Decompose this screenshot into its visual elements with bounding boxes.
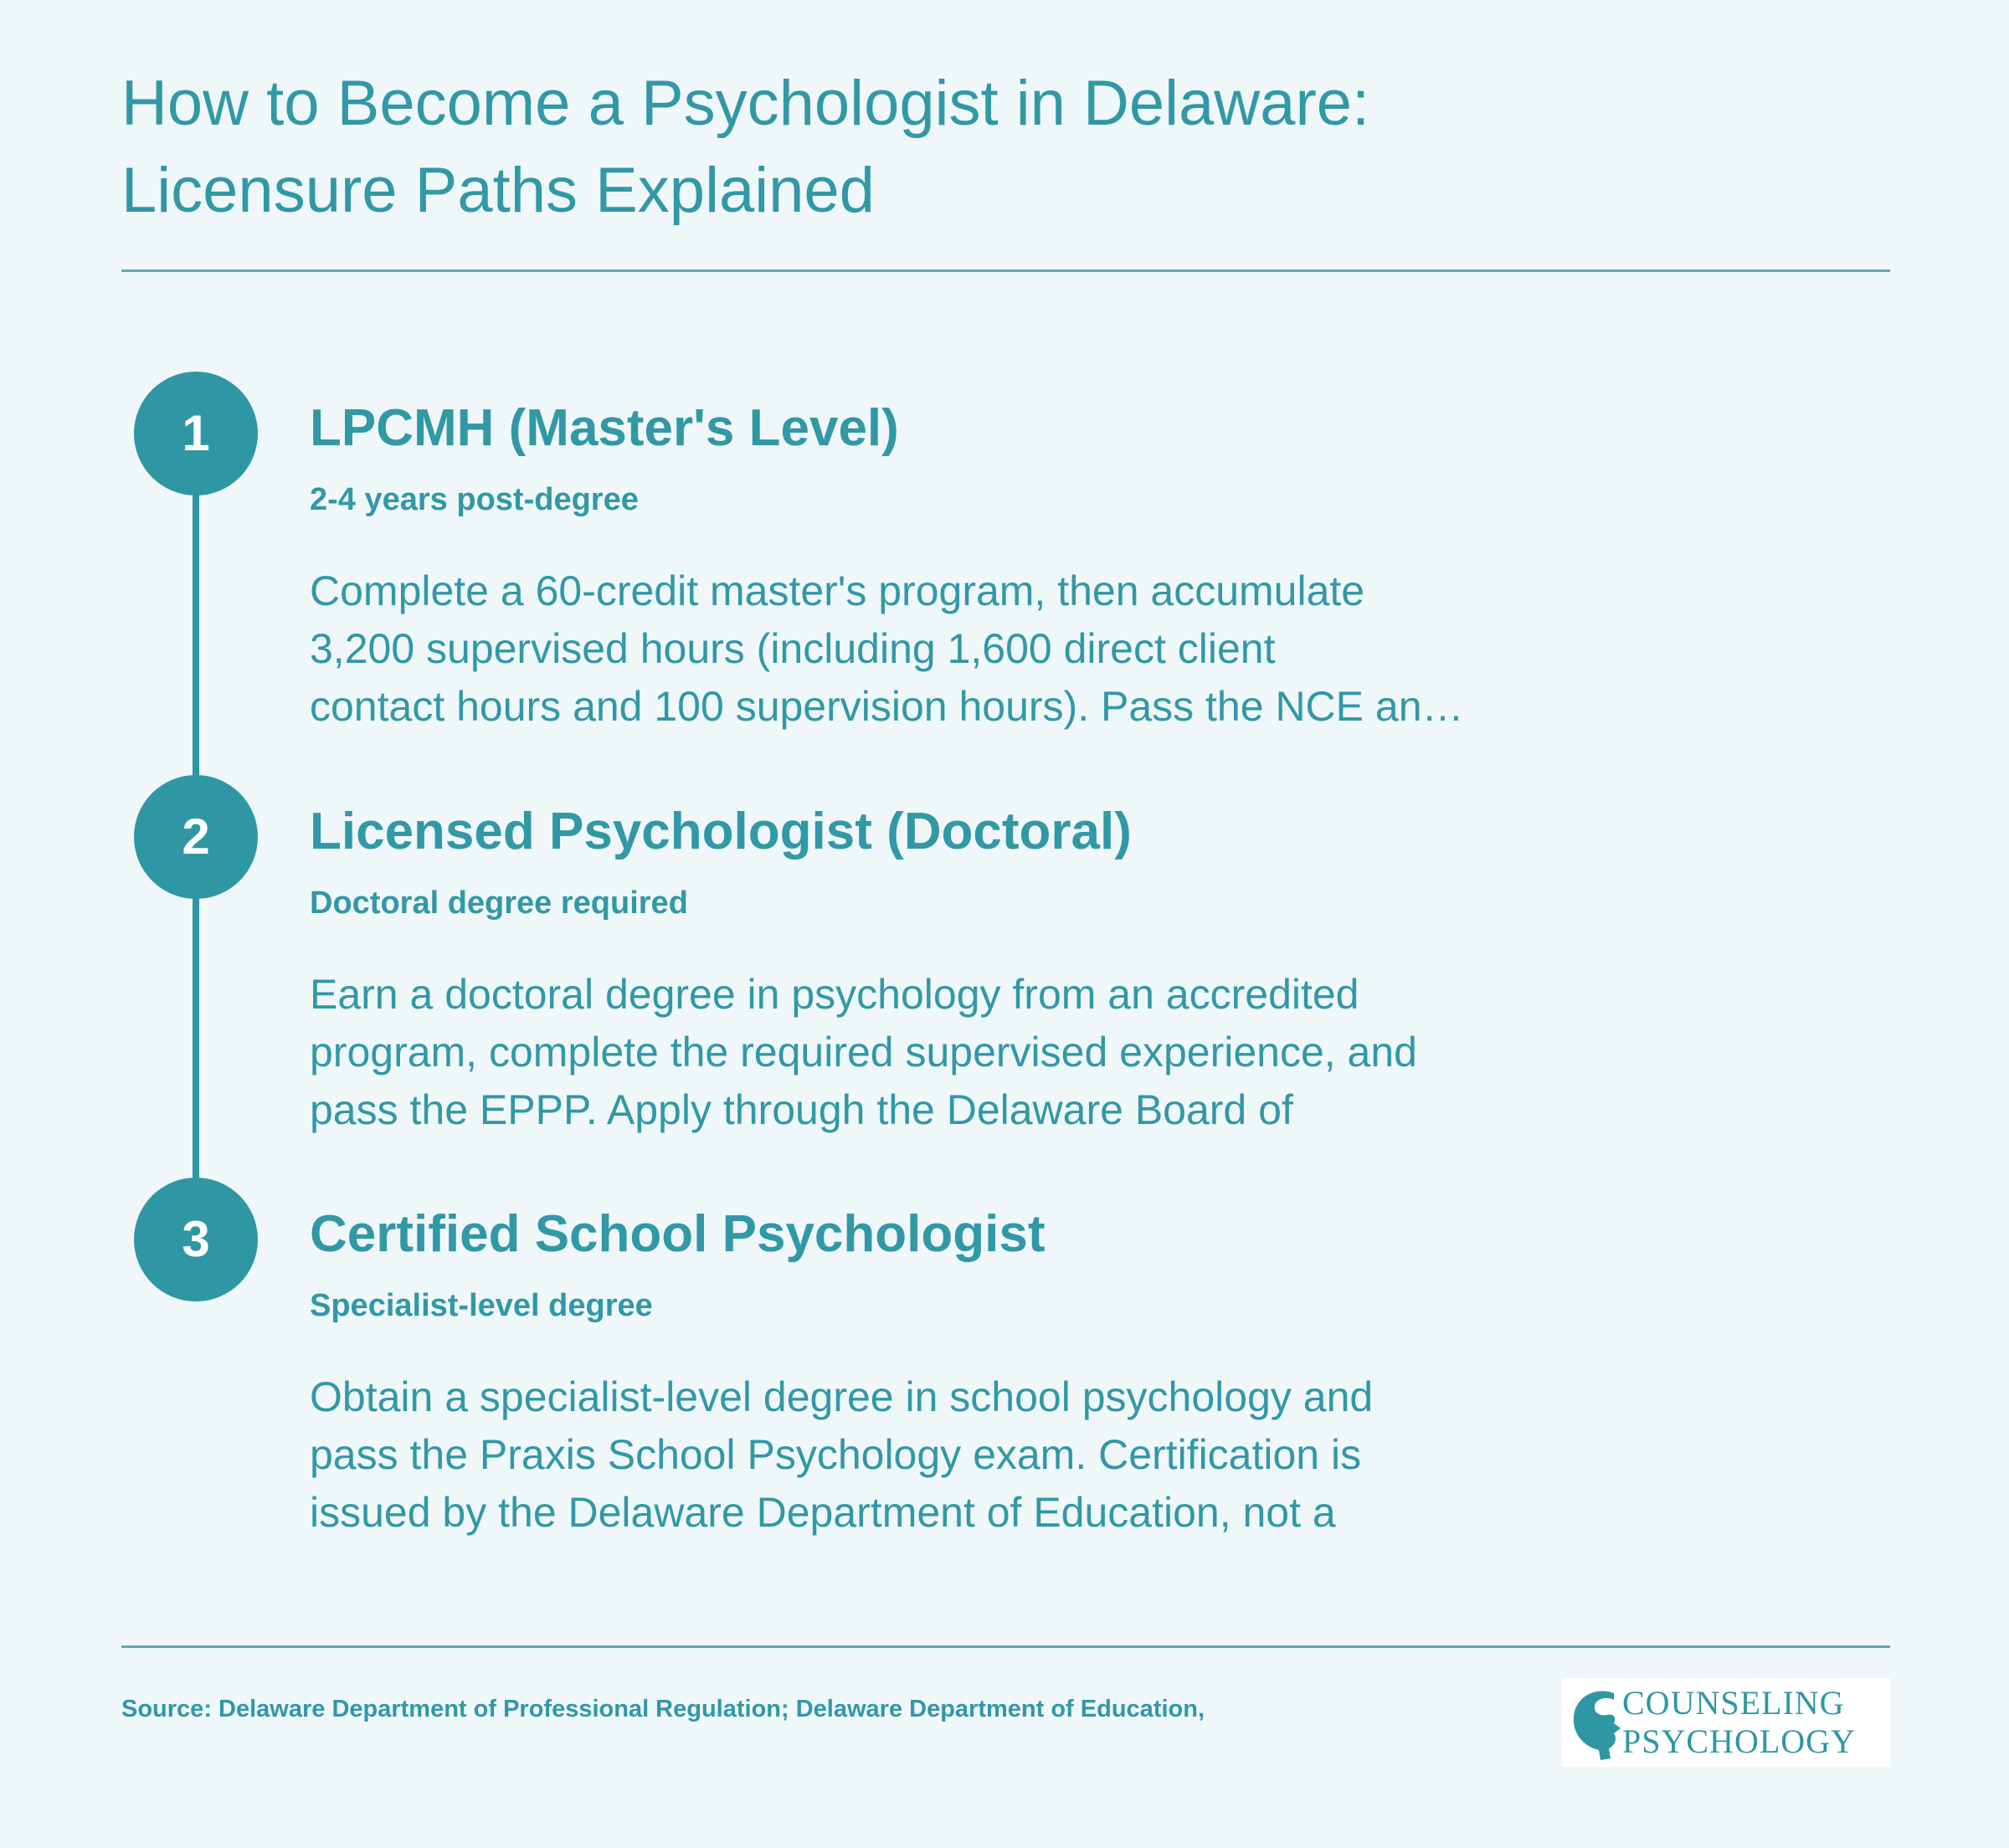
description-line: Obtain a specialist-level degree in school psychology and	[310, 1373, 1374, 1420]
header-divider	[121, 270, 1890, 272]
step-title: Certified School Psychologist	[310, 1205, 1046, 1263]
description-line: 3,200 supervised hours (including 1,600 direct client	[310, 625, 1276, 672]
description-line: Complete a 60-credit master's program, then accumulate	[310, 567, 1365, 614]
description-line: pass the Praxis School Psychology exam. Certification is	[310, 1431, 1362, 1478]
step-title: LPCMH (Master's Level)	[310, 399, 899, 457]
step-description	[310, 1368, 1649, 1542]
description-line: program, complete the required supervised experience, and	[310, 1029, 1417, 1075]
source-note: Source: Delaware Department of Professional Regulation; Delaware Department of Education,	[121, 1696, 1205, 1722]
step-subtitle: 2-4 years post-degree	[310, 482, 639, 517]
logo-word-bottom: PSYCHOLOGY	[1622, 1722, 1856, 1760]
step-subtitle: Doctoral degree required	[310, 886, 688, 921]
description-line: pass the EPPP. Apply through the Delaware Board of	[310, 1086, 1293, 1133]
description-line: Earn a doctoral degree in psychology from an accredited	[310, 971, 1359, 1018]
logo-word-top: COUNSELING	[1622, 1684, 1845, 1722]
step-number-badge: 1	[134, 372, 258, 495]
step-title: Licensed Psychologist (Doctoral)	[310, 803, 1132, 860]
footer-divider	[121, 1645, 1890, 1648]
step-description	[310, 562, 1649, 736]
counseling-psychology-logo	[1562, 1678, 1890, 1767]
step-subtitle: Specialist-level degree	[310, 1288, 653, 1323]
step-number-badge: 2	[134, 775, 258, 899]
step-number-badge: 3	[134, 1178, 258, 1301]
head-profile-icon	[1562, 1678, 1629, 1767]
description-line: issued by the Delaware Department of Education, not a	[310, 1489, 1336, 1536]
step-description	[310, 966, 1649, 1139]
page-title: How to Become a Psychologist in Delaware: Licensure Paths Explained	[121, 68, 1370, 226]
description-line: contact hours and 100 supervision hours). Pass the NCE an…	[310, 683, 1464, 730]
